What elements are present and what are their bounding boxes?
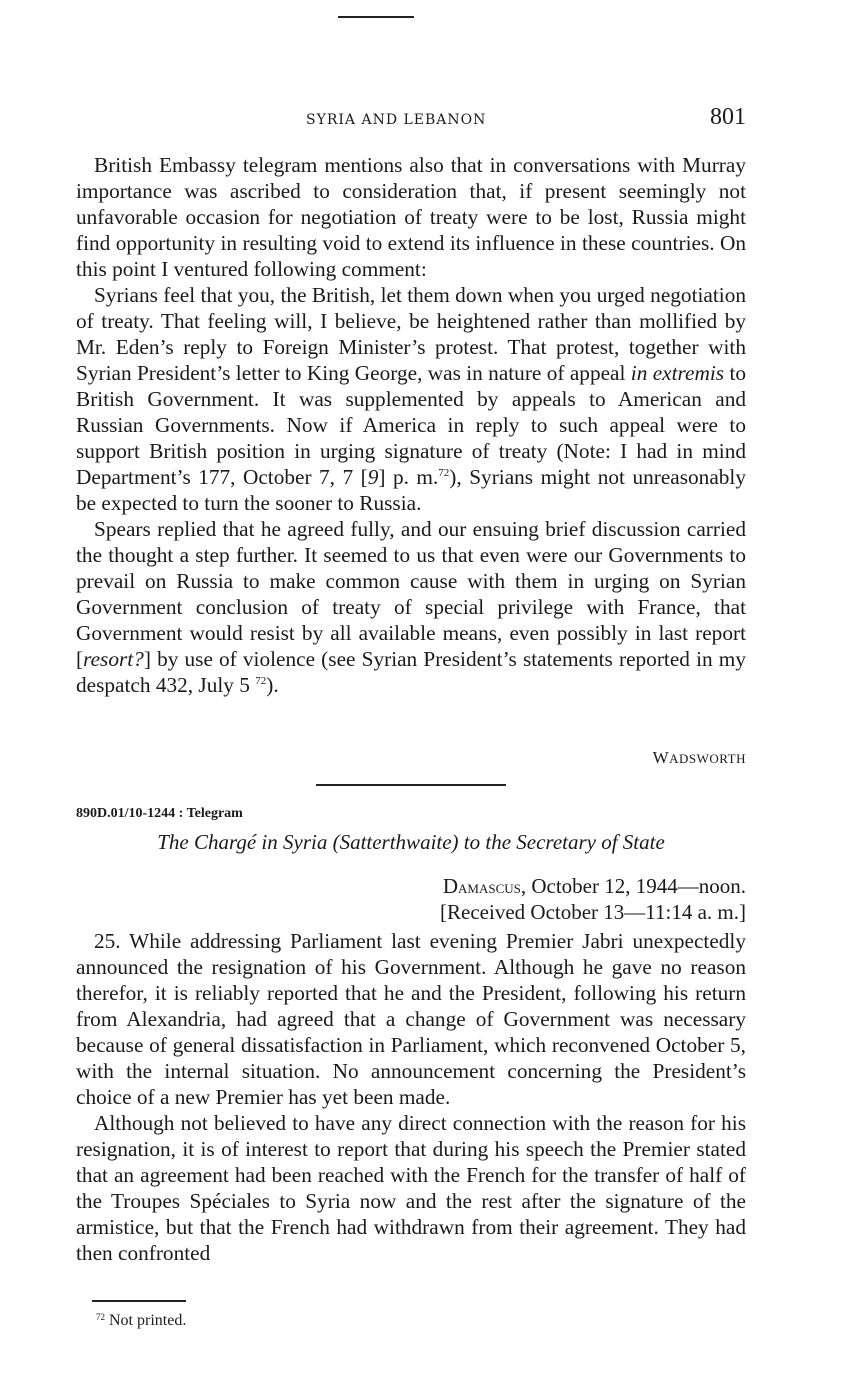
footnote-marker: 72: [96, 1312, 105, 1322]
page-number: 801: [710, 104, 746, 130]
paragraph-text: Syrians feel that you, the British, let them down when you urged negotiation of treaty. That feeling will, I believe, be heightened rather than mollified by Mr. Eden’s reply to Foreign Minister’s protest. That protest, together with Syrian President’s letter to King George, was in nature of appeal: [76, 283, 746, 385]
paragraph: [76, 928, 746, 1110]
signature-initial: W: [652, 748, 670, 767]
paragraph: [76, 516, 746, 698]
paragraph-text: ] by use of violence (see Syrian President’s statements reported in my despatch 432, July 5: [76, 647, 746, 697]
dateline: [443, 874, 746, 899]
dateline-place-rest: AMASCUS: [458, 881, 521, 896]
paragraph-text: ), Syrians might not unreasonably be expected to turn the sooner to Russia.: [76, 465, 746, 515]
top-rule: [338, 16, 414, 18]
paragraph: [76, 152, 746, 282]
footnote-text: Not printed.: [105, 1312, 187, 1329]
footnote-ref: 72: [438, 467, 450, 479]
paragraph-text: ] p. m.: [378, 465, 439, 489]
document-title: The Chargé in Syria (Satterthwaite) to the Secretary of State: [157, 830, 665, 854]
dateline-place-initial: D: [442, 874, 458, 898]
footnote-ref: 72: [255, 675, 267, 687]
footnote: [96, 1312, 186, 1330]
running-head: SYRIA AND LEBANON: [306, 112, 487, 128]
signature: [653, 748, 746, 768]
received-line: [Received October 13—11:14 a. m.]: [440, 900, 746, 924]
italic-phrase: in extremis: [630, 361, 725, 385]
page-header: [76, 104, 746, 138]
first-document-body: [76, 152, 746, 698]
paragraph-text: British Embassy telegram mentions also that in conversations with Murray importance was ascribed to consideration that, if present seemingly not unfavorable occasion for negotiation of treaty were to be lost, Russia might find opportunity in resulting void to extend its influence in these countries. On this point I ventured following comment:: [76, 153, 746, 281]
paragraph-text: to British Government. It was supplemented by appeals to American and Russian Governments. Now if America in reply to such appeal were to support British position in urging signature of treaty (Note: I had in mind Department’s 177, October 7, 7 [: [76, 361, 747, 489]
section-divider: [316, 784, 506, 786]
paragraph-text: Spears replied that he agreed fully, and our ensuing brief discussion carried the thought a step further. It seemed to us that even were our Governments to prevail on Russia to make common cause with them in urging on Syrian Government conclusion of treaty of special privilege with France, that Government would resist by all available means, even possibly in last report [: [76, 517, 746, 671]
dateline-date: , October 12, 1944—noon.: [520, 874, 746, 898]
paragraph-text: ).: [266, 673, 279, 697]
bracketed-correction: resort?: [83, 647, 144, 671]
signature-rest: ADSWORTH: [669, 751, 746, 766]
paragraph: [76, 1110, 746, 1266]
paragraph-text: Although not believed to have any direct connection with the reason for his resignation, it is of interest to report that during his speech the Premier stated that an agreement had been reached with the French for the transfer of half of the Troupes Spéciales to Syria now and the rest after the signature of the armistice, but that the French had withdrawn from their agreement. They had then confronted: [76, 1111, 746, 1265]
footnote-rule: [92, 1300, 186, 1302]
bracketed-correction: 9: [367, 465, 379, 489]
second-document-body: [76, 928, 746, 1266]
file-reference: 890D.01/10-1244 : Telegram: [76, 806, 243, 821]
paragraph: [76, 282, 746, 516]
paragraph-text: 25. While addressing Parliament last evening Premier Jabri unexpectedly announced the resignation of his Government. Although he gave no reason therefor, it is reliably reported that he and the President, following his return from Alexandria, had agreed that a change of Government was necessary because of general dissatisfaction in Parliament, which reconvened October 5, with the internal situation. No announcement concerning the President’s choice of a new Premier has yet been made.: [76, 929, 746, 1109]
